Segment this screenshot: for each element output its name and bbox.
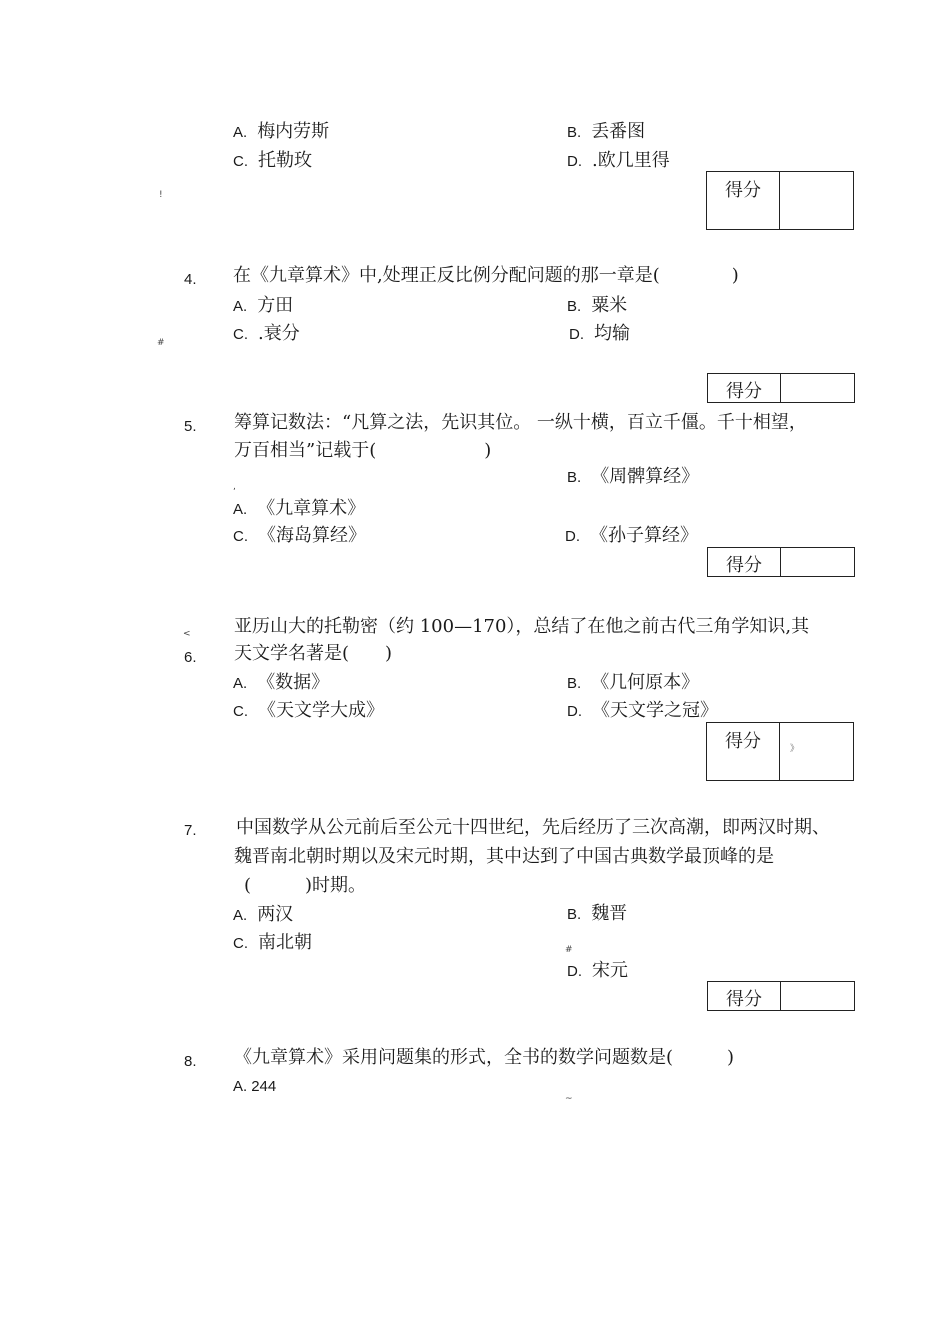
q3-option-c: C. 托勒玫: [233, 150, 312, 171]
q4-option-b: B. 粟米: [567, 295, 628, 316]
score-label: 得分: [707, 723, 780, 780]
q4-option-d: D. 均输: [569, 323, 630, 344]
q5-option-b: B. 《周髀算经》: [567, 466, 700, 487]
stray-mark: !: [159, 190, 163, 200]
q6-option-b: B. 《几何原本》: [567, 672, 700, 693]
score-box: [707, 981, 855, 1011]
stray-mark: #: [157, 338, 165, 348]
q6-stem-line2: 天文学名著是( ): [234, 643, 393, 664]
question-number: 4.: [184, 271, 197, 288]
q5-stem-line1: 筹算记数法：“凡算之法，先识其位。 一纵十横，百立千僵。千十相望，: [234, 412, 807, 433]
score-box: [707, 547, 855, 577]
q4-option-a: A. 方田: [233, 295, 294, 316]
q5-option-c: C. 《海岛算经》: [233, 525, 366, 546]
q8-option-a: A. 244: [233, 1078, 277, 1095]
q3-option-a: A. 梅内劳斯: [233, 121, 330, 142]
q7-stem-line3: ( )时期。: [244, 875, 367, 896]
question-number: 7.: [184, 822, 197, 839]
q7-stem-line2: 魏晋南北朝时期以及宋元时期，其中达到了中国古典数学最顶峰的是: [234, 846, 774, 867]
score-label: 得分: [708, 982, 781, 1010]
q4-option-c: C. .衰分: [233, 323, 300, 344]
q5-option-d: D. 《孙子算经》: [565, 525, 698, 546]
q7-option-a: A. 两汉: [233, 904, 294, 925]
stray-mark: <: [183, 629, 191, 639]
q6-option-d: D. 《天文学之冠》: [567, 700, 718, 721]
q5-stem-line2: 万百相当”记载于( ): [234, 440, 492, 461]
score-box: [707, 373, 855, 403]
score-value-cell[interactable]: [780, 172, 853, 229]
score-value-cell[interactable]: [780, 723, 853, 780]
q6-option-a: A. 《数据》: [233, 672, 330, 693]
question-number: 8.: [184, 1053, 197, 1070]
q3-option-b: B. 丢番图: [567, 121, 646, 142]
q5-option-a: A. 《九章算术》: [233, 498, 366, 519]
score-value-cell[interactable]: [781, 548, 854, 576]
score-box: [706, 722, 854, 781]
question-number: 5.: [184, 418, 197, 435]
stray-mark: #: [565, 945, 573, 955]
q6-option-c: C. 《天文学大成》: [233, 700, 384, 721]
q7-option-d: D. 宋元: [567, 960, 628, 981]
score-label: 得分: [707, 172, 780, 229]
q3-option-d: D. .欧几里得: [567, 150, 670, 171]
question-number: 6.: [184, 649, 197, 666]
score-value-cell[interactable]: [781, 374, 854, 402]
stray-mark: ~: [565, 1094, 573, 1104]
score-label: 得分: [708, 548, 781, 576]
score-value-cell[interactable]: [781, 982, 854, 1010]
score-label: 得分: [708, 374, 781, 402]
q7-option-c: C. 南北朝: [233, 932, 312, 953]
q7-stem-line1: 中国数学从公元前后至公元十四世纪，先后经历了三次高潮，即两汉时期、: [236, 817, 830, 838]
q8-stem: 《九章算术》采用问题集的形式，全书的数学问题数是( ): [234, 1047, 735, 1068]
stray-mark: 》: [790, 744, 800, 754]
q4-stem: 在《九章算术》中,处理正反比例分配问题的那一章是( ): [233, 265, 739, 286]
q6-stem-line1: 亚历山大的托勒密（约 100—170），总结了在他之前古代三角学知识,其: [234, 616, 810, 637]
q7-option-b: B. 魏晋: [567, 903, 628, 924]
score-box: [706, 171, 854, 230]
stray-mark: ,: [233, 482, 236, 492]
